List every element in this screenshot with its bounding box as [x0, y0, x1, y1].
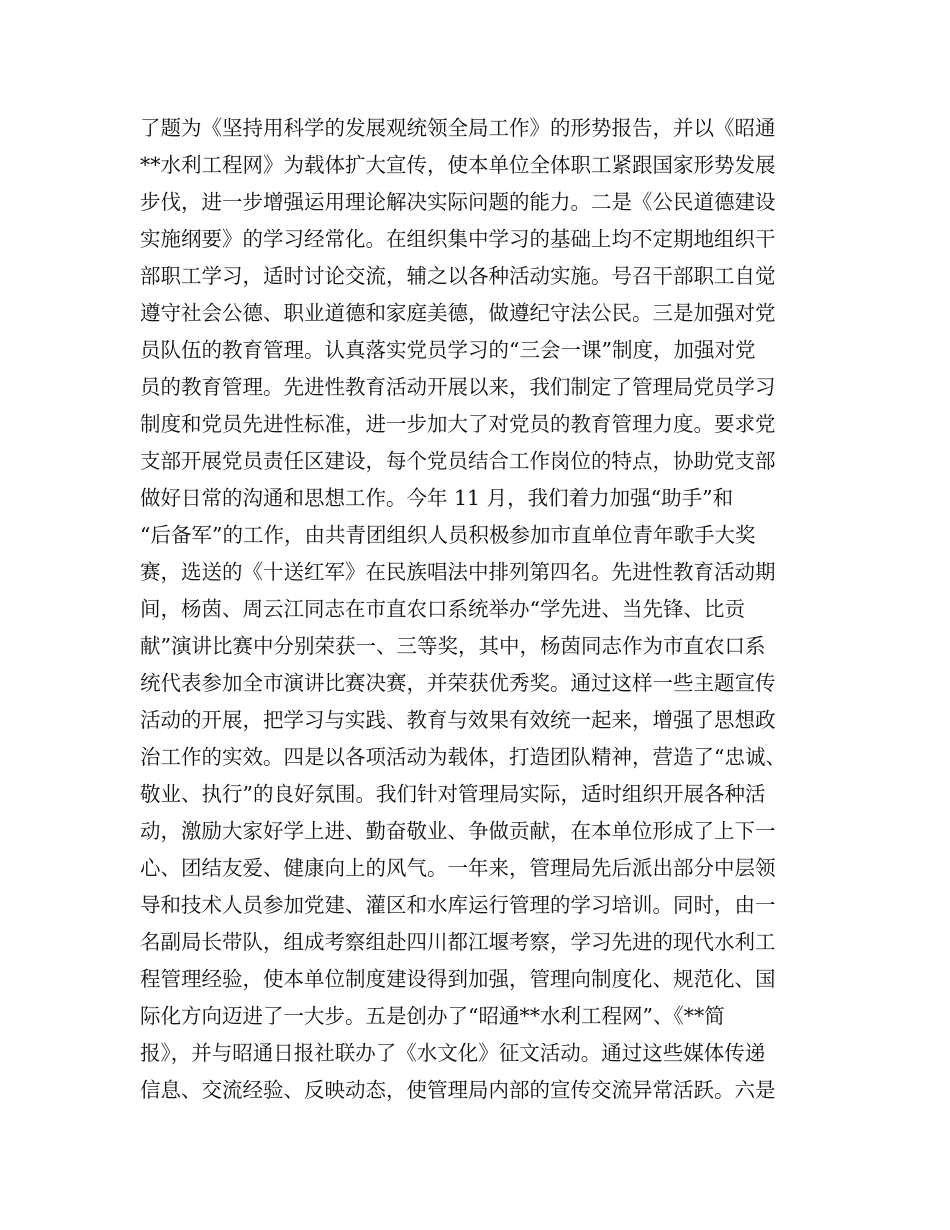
text-line: 程管理经验，使本单位制度建设得到加强，管理向制度化、规范化、国	[140, 967, 776, 991]
text-line: 动，激励大家好学上进、勤奋敬业、争做贡献，在本单位形成了上下一	[140, 819, 776, 843]
text-line: 敬业、执行”的良好氛围。我们针对管理局实际，适时组织开展各种活	[140, 782, 766, 806]
text-line: 员的教育管理。先进性教育活动开展以来，我们制定了管理局党员学习	[140, 375, 776, 399]
text-line: 名副局长带队，组成考察组赴四川都江堰考察，学习先进的现代水利工	[140, 930, 776, 954]
text-line: 治工作的实效。四是以各项活动为载体，打造团队精神，营造了“忠诚、	[140, 745, 786, 769]
text-line: 导和技术人员参加党建、灌区和水库运行管理的学习培训。同时，由一	[140, 893, 776, 917]
text-line: 统代表参加全市演讲比赛决赛，并荣获优秀奖。通过这样一些主题宣传	[140, 671, 776, 695]
text-line: 步伐，进一步增强运用理论解决实际问题的能力。二是《公民道德建设	[140, 190, 776, 214]
text-line: 活动的开展，把学习与实践、教育与效果有效统一起来，增强了思想政	[140, 708, 776, 732]
text-line: 部职工学习，适时讨论交流，辅之以各种活动实施。号召干部职工自觉	[140, 264, 776, 288]
text-line: 制度和党员先进性标准，进一步加大了对党员的教育管理力度。要求党	[140, 412, 776, 436]
text-line: 员队伍的教育管理。认真落实党员学习的“三会一课”制度，加强对党	[140, 338, 756, 362]
text-line: **水利工程网》为载体扩大宣传，使本单位全体职工紧跟国家形势发展	[140, 153, 776, 177]
text-line: “后备军”的工作，由共青团组织人员积极参加市直单位青年歌手大奖	[140, 523, 756, 547]
text-line: 了题为《坚持用科学的发展观统领全局工作》的形势报告，并以《昭通	[140, 116, 776, 140]
text-line: 实施纲要》的学习经常化。在组织集中学习的基础上均不定期地组织干	[140, 227, 776, 251]
text-line: 报》，并与昭通日报社联办了《水文化》征文活动。通过这些媒体传递	[140, 1041, 766, 1065]
text-line: 际化方向迈进了一大步。五是创办了“昭通**水利工程网”、《**简	[140, 1004, 725, 1028]
text-line: 间，杨茵、周云江同志在市直农口系统举办“学先进、当先锋、比贡	[140, 597, 745, 621]
body-text	[140, 110, 840, 1109]
text-line: 献”演讲比赛中分别荣获一、三等奖，其中，杨茵同志作为市直农口系	[140, 634, 766, 658]
text-line: 遵守社会公德、职业道德和家庭美德，做遵纪守法公民。三是加强对党	[140, 301, 776, 325]
text-line: 心、团结友爱、健康向上的风气。一年来，管理局先后派出部分中层领	[140, 856, 776, 880]
text-line: 支部开展党员责任区建设，每个党员结合工作岗位的特点，协助党支部	[140, 449, 776, 473]
text-line: 做好日常的沟通和思想工作。今年 11 月，我们着力加强“助手”和	[140, 486, 734, 510]
text-line: 信息、交流经验、反映动态，使管理局内部的宣传交流异常活跃。六是	[140, 1078, 776, 1102]
text-line: 赛，选送的《十送红军》在民族唱法中排列第四名。先进性教育活动期	[140, 560, 776, 584]
